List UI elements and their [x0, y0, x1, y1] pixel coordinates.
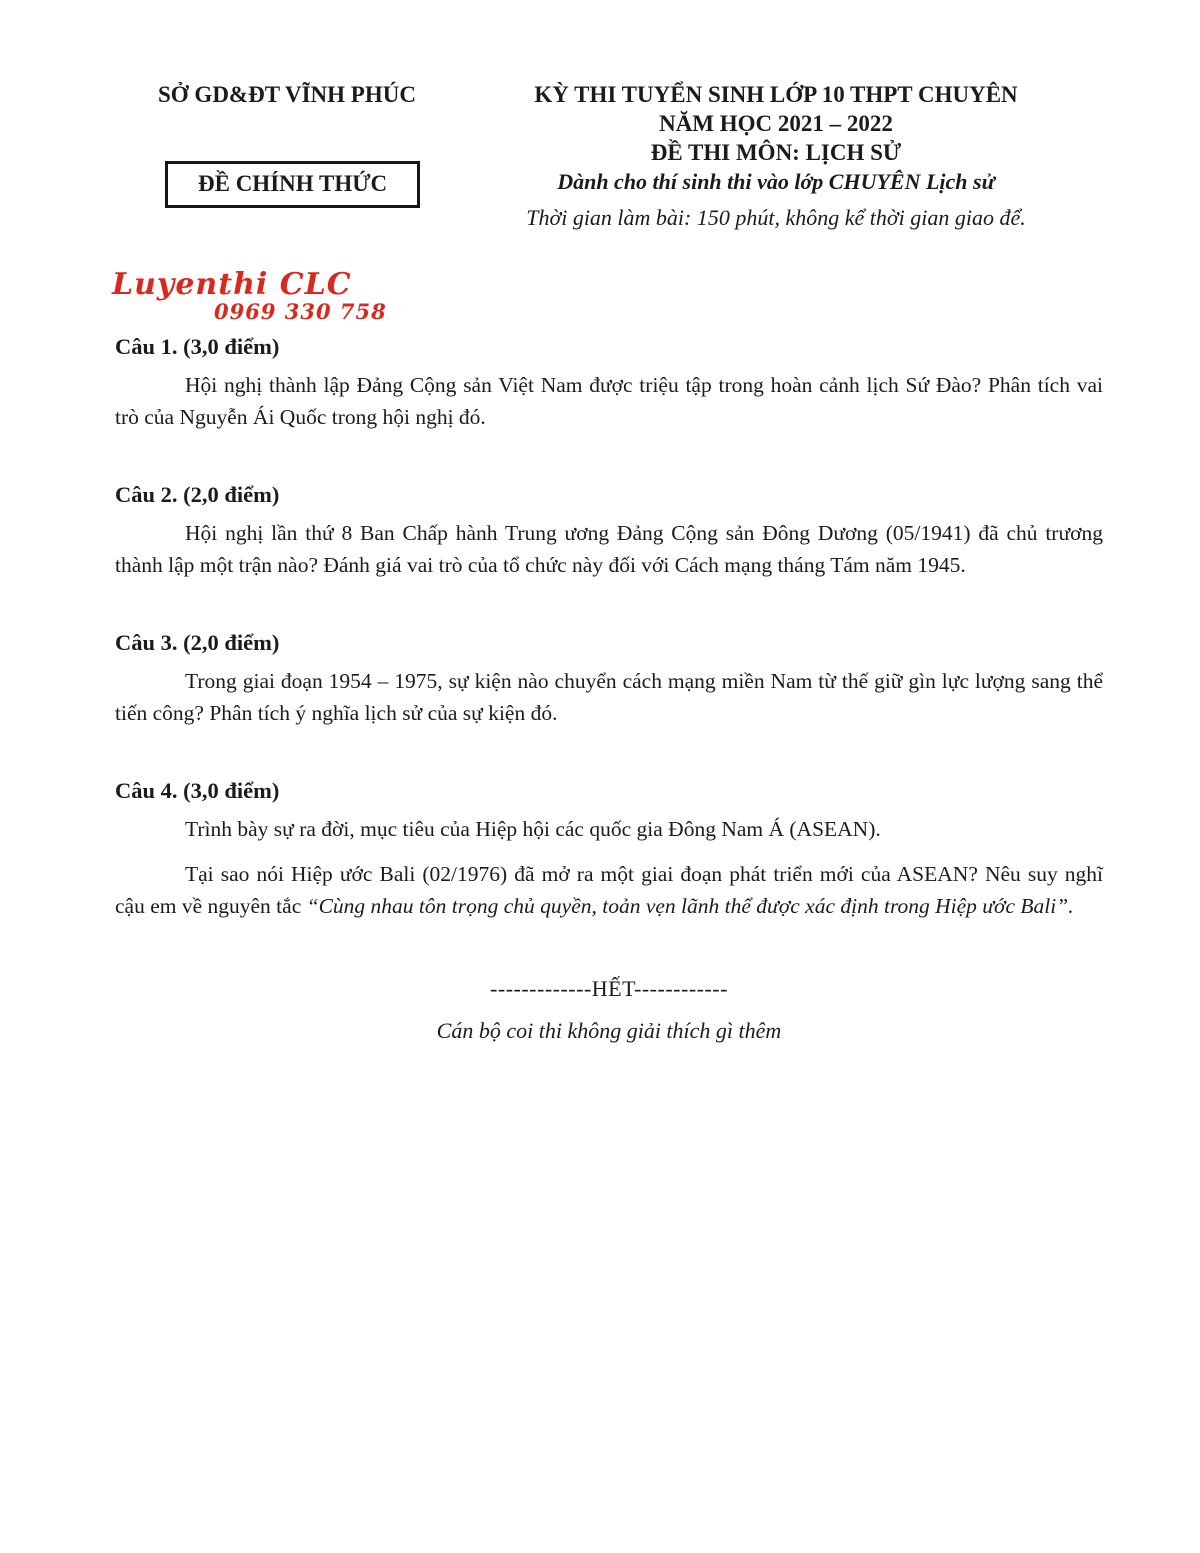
exam-duration-line: Thời gian làm bài: 150 phút, không kể thời gian giao để.	[526, 205, 1026, 230]
question-2	[115, 480, 1103, 581]
end-separator: -------------HẾT------------	[490, 976, 728, 1001]
questions-section	[115, 332, 1103, 1044]
question-3	[115, 628, 1103, 729]
question-4-paragraph-2	[115, 858, 1103, 922]
exam-title-line: KỲ THI TUYỂN SINH LỚP 10 THPT CHUYÊN	[534, 82, 1018, 107]
question-4	[115, 776, 1103, 922]
question-3-heading: Câu 3. (2,0 điểm)	[115, 630, 280, 655]
logo-text: Luyenthi CLC	[112, 267, 352, 302]
department-name: SỞ GD&ĐT VĨNH PHÚC	[158, 82, 416, 107]
luyenthi-clc-logo	[112, 267, 387, 324]
question-1	[115, 332, 1103, 433]
exam-subject-line: ĐỀ THI MÔN: LỊCH SỬ	[650, 140, 902, 165]
question-2-paragraph: Hội nghị lần thứ 8 Ban Chấp hành Trung ương Đảng Cộng sản Đông Dương (05/1941) đã chủ trương thành lập một trận nào? Đánh giá vai trò của tổ chức này đối với Cách mạng tháng Tám năm 1945.	[115, 521, 1103, 577]
question-4-heading: Câu 4. (3,0 điểm)	[115, 778, 280, 803]
official-exam-stamp-box: ĐỀ CHÍNH THỨC	[165, 161, 420, 208]
exam-year-line: NĂM HỌC 2021 – 2022	[659, 111, 893, 136]
question-1-heading: Câu 1. (3,0 điểm)	[115, 334, 280, 359]
logo-phone-number: 0969 330 758	[214, 299, 387, 324]
question-3-paragraph: Trong giai đoạn 1954 – 1975, sự kiện nào chuyển cách mạng miền Nam từ thế giữ gìn lực lượng sang thể tiến công? Phân tích ý nghĩa lịch sử của sự kiện đó.	[115, 669, 1103, 725]
question-4-paragraph-2-text: Tại sao nói Hiệp ước Bali (02/1976) đã mở ra một giai đoạn phát triển mới của ASEAN? Nêu suy nghĩ cậu em về nguyên tắc	[115, 862, 1103, 918]
proctor-note: Cán bộ coi thi không giải thích gì thêm	[436, 1018, 782, 1043]
question-4-quote: “Cùng nhau tôn trọng chủ quyền, toản vẹn lãnh thể được xác định trong Hiệp ước Bali”.	[306, 894, 1074, 918]
exam-header-block	[468, 80, 1084, 232]
question-2-heading: Câu 2. (2,0 điểm)	[115, 482, 280, 507]
question-4-paragraph-1: Trình bày sự ra đời, mục tiêu của Hiệp hội các quốc gia Đông Nam Á (ASEAN).	[185, 817, 881, 841]
question-1-paragraph: Hội nghị thành lập Đảng Cộng sản Việt Nam được triệu tập trong hoàn cảnh lịch Sứ Đào? Phân tích vai trò của Nguyễn Ái Quốc trong hội nghị đó.	[115, 373, 1103, 429]
exam-audience-line: Dành cho thí sinh thi vào lớp CHUYÊN Lịch sử	[557, 169, 995, 194]
paper-footer	[115, 976, 1103, 1044]
